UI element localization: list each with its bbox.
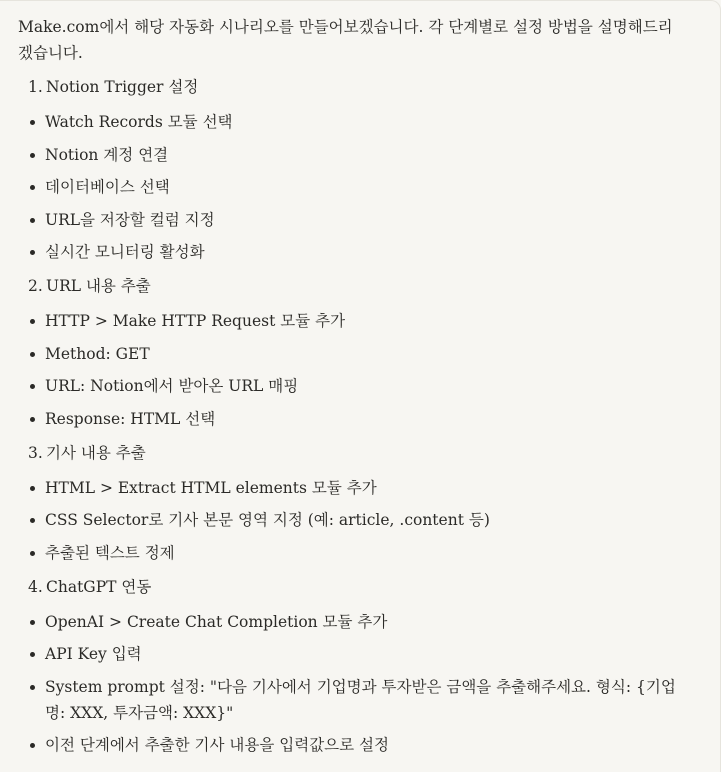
section-number: 1. [28,78,43,96]
section-title [18,574,680,600]
section-article-extract [18,440,680,566]
list-item: System prompt 설정: "다음 기사에서 기업명과 투자받은 금액을 추출해주세요. 형식: {기업명: XXX, 투자금액: XXX}" [18,674,680,726]
list-item: CSS Selector로 기사 본문 영역 지정 (예: article, .content 등) [18,507,680,533]
section-title [18,273,680,299]
section-title-text: URL 내용 추출 [46,277,151,295]
bullet-list [18,609,680,759]
list-item: HTTP > Make HTTP Request 모듈 추가 [18,308,680,334]
section-title [18,74,680,100]
section-number: 4. [28,577,43,596]
list-item: Response: HTML 선택 [18,406,680,432]
list-item: Method: GET [18,341,680,367]
intro-text: Make.com에서 해당 자동화 시나리오를 만들어보겠습니다. 각 단계별로 설정 방법을 설명해드리겠습니다. [18,18,673,62]
bullet-list [18,308,680,432]
list-item: URL을 저장할 컬럼 지정 [18,207,680,233]
section-chatgpt [18,574,680,759]
section-title-text: ChatGPT 연동 [46,577,152,596]
list-item: 데이터베이스 선택 [18,174,680,200]
section-url-extract [18,273,680,432]
section-number: 2. [28,277,43,295]
section-title-text: 기사 내용 추출 [46,443,146,462]
list-item: API Key 입력 [18,641,680,667]
section-title-text: Notion Trigger 설정 [46,78,199,96]
list-item: Notion 계정 연결 [18,142,680,168]
list-item: OpenAI > Create Chat Completion 모듈 추가 [18,609,680,635]
list-item: 실시간 모니터링 활성화 [18,239,680,265]
bullet-list [18,109,680,265]
list-item: Watch Records 모듈 선택 [18,109,680,135]
section-title [18,440,680,466]
list-item: 이전 단계에서 추출한 기사 내용을 입력값으로 설정 [18,732,680,758]
bullet-list [18,475,680,566]
section-number: 3. [28,443,43,462]
list-item: 추출된 텍스트 정제 [18,540,680,566]
list-item: URL: Notion에서 받아온 URL 매핑 [18,373,680,399]
section-notion-trigger [18,74,680,265]
list-item: HTML > Extract HTML elements 모듈 추가 [18,475,680,501]
